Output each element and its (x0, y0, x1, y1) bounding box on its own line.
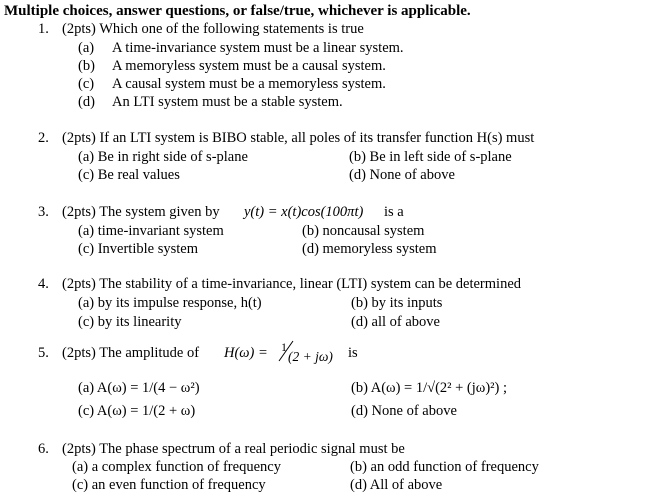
q1-option-b-text: A memoryless system must be a causal system. (112, 58, 386, 74)
q3-option-d: (d) memoryless system (302, 241, 437, 257)
q1-option-d-text: An LTI system must be a stable system. (112, 94, 343, 110)
q6-option-a: (a) a complex function of frequency (72, 459, 281, 475)
q4-option-a: (a) by its impulse response, h(t) (78, 295, 262, 311)
q5-option-a: (a) A(ω) = 1/(4 − ω²) (78, 380, 200, 396)
q5-stem-end: is (348, 345, 358, 361)
q1-option-c-text: A causal system must be a memoryless system. (112, 76, 386, 92)
question-3-number: 3. (38, 204, 49, 220)
q6-option-b: (b) an odd function of frequency (350, 459, 539, 475)
question-2-stem: (2pts) If an LTI system is BIBO stable, all poles of its transfer function H(s) must (62, 130, 535, 146)
q3-formula: y(t) = x(t)cos(100πt) (244, 204, 364, 220)
q5-option-c: (c) A(ω) = 1/(2 + ω) (78, 403, 196, 419)
q3-option-a: (a) time-invariant system (78, 223, 224, 239)
q6-option-d: (d) All of above (350, 477, 443, 493)
question-5-stem: (2pts) The amplitude of (62, 345, 200, 361)
q5-formula-numerator: 1 (281, 340, 287, 354)
q3-stem-end: is a (384, 204, 404, 220)
q1-option-d-label: (d) (78, 94, 95, 110)
q3-option-b: (b) noncausal system (302, 223, 425, 239)
question-4-number: 4. (38, 276, 49, 292)
question-4-stem: (2pts) The stability of a time-invariance, linear (LTI) system can be determined (62, 276, 522, 292)
q1-option-b-label: (b) (78, 58, 95, 74)
q2-option-a: (a) Be in right side of s-plane (78, 149, 248, 165)
q4-option-b: (b) by its inputs (351, 295, 443, 311)
question-1-stem: (2pts) Which one of the following statements is true (62, 21, 364, 37)
page-heading: Multiple choices, answer questions, or false/true, whichever is applicable. (4, 3, 471, 19)
q1-option-a-label: (a) (78, 40, 95, 56)
q1-option-a-text: A time-invariance system must be a linear system. (112, 40, 404, 56)
q1-option-c-label: (c) (78, 76, 95, 92)
q3-option-c: (c) Invertible system (78, 241, 198, 257)
question-1-number: 1. (38, 21, 49, 37)
question-5-number: 5. (38, 345, 49, 361)
q6-option-c: (c) an even function of frequency (72, 477, 266, 493)
q5-option-b: (b) A(ω) = 1/√(2² + (jω)²) ; (351, 380, 507, 396)
q2-option-c: (c) Be real values (78, 167, 180, 183)
question-3-stem: (2pts) The system given by (62, 204, 220, 220)
q4-option-d: (d) all of above (351, 314, 440, 330)
q5-option-d: (d) None of above (351, 403, 457, 419)
q2-option-d: (d) None of above (349, 167, 455, 183)
q2-option-b: (b) Be in left side of s-plane (349, 149, 512, 165)
q4-option-c: (c) by its linearity (78, 314, 182, 330)
question-2-number: 2. (38, 130, 49, 146)
q5-formula-denominator: (2 + jω) (288, 349, 333, 364)
question-6-number: 6. (38, 441, 49, 457)
q5-formula-lhs: H(ω) = (224, 345, 268, 361)
question-6-stem: (2pts) The phase spectrum of a real periodic signal must be (62, 441, 405, 457)
